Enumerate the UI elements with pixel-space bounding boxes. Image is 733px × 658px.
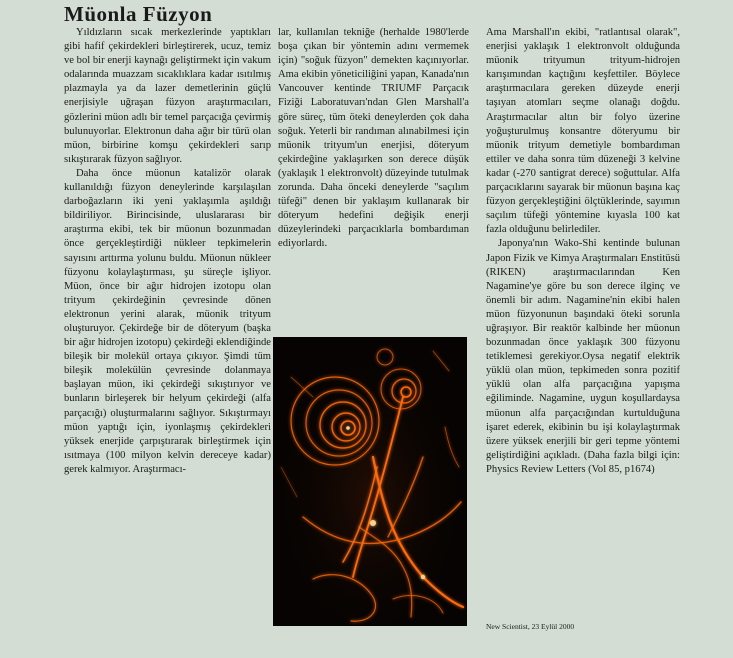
column-1 xyxy=(64,26,271,646)
bubble-chamber-photo xyxy=(273,337,467,626)
column-3 xyxy=(486,26,680,626)
paragraph: lar, kullanılan tekniğe (herhalde 1980'lerde boşa çıkan bir yöntemin adını vermemek için) "soğuk füzyon" demekten kaçınıyorlar. Ama ekibin yöneticiliğini yapan, Kanada'nın Vancouver kentinde TRIUMF Parçacık Fiziği Laboratuvarı'ndan Glen Marshall'a göre süreç, tüm öteki deneylerden çok daha soğuk. Yeterli bir randıman alınabilmesi için müonik trityum'un enerjisi, döteryum çekirdeğine yaklaşırken son derece düşük (yaklaşık 1 elektronvolt) düzeyinde tutulmak zorunda. Daha önceki deneylerde "saçılım tüfeği" denen bir yaklaşım kullanarak bir döteryum hedefini değişik enerji düzeylerindeki parçacıklarla bombardıman ediyorlardı. xyxy=(278,27,469,250)
article-title: Müonla Füzyon xyxy=(64,2,213,26)
paragraph: Japonya'nın Wako-Shi kentinde bulunan Japon Fizik ve Kimya Araştırmaları Enstitüsü (RIKEN) araştırmacılarından Ken Nagamine'ye göre bu son derece ilginç ve önemli bir adım. Nagamine'nin ekibi halen müon füzyonunun başındaki öteki sorunla uğraşıyor. Bir reaktör kalbinde her müonun bozunmadan önce yaklaşık 300 füzyonu tetiklemesi gerekiyor.Oysa negatif elektrik yüklü olan müon, tepkimeden sonra pozitif yüklü olan alfa parçacığına yapışma eğiliminde. Nagamine, uygun koşullardaysa müonun alfa parçacığından kurtulduğuna işaret ederek, ekibinin bu işi kolaylaştırmak üzere yüksek enerjili bir geri tepme yöntemi geliştirdiğini açıkladı. (Daha fazla bilgi için: Physics Review Letters (Vol 85, p1674) xyxy=(486,238,680,475)
paragraph: Daha önce müonun katalizör olarak kullanıldığı füzyon deneylerinde karşılaşılan darboğazların iki yeni yaklaşımla aşıldığı bildiriliyor. Birincisinde, uluslararası bir araştırma ekibi, tek bir müonun bozunmadan önce gerçekleştirdiği nükleer tepkimelerin sayısını arttırma yolunu buldu. Müonun nükleer füzyonu kolaylaştırması, şu süreçle işliyor. Müon, önce bir ağır hidrojen izotopu olan trityum çekirdeğinin çevresinde dönen elektronun yerini alarak, müonik trityum oluşturuyor. Çekirdeğe bir de döteryum (başka bir ağır hidrojen izotopu) çekirdeği eklendiğinde bileşik bir molekül ortaya çıkıyor. Şimdi tüm bileşik molekülün çevresinde dolanmaya başlayan müon, iki çekirdeği sıkıştırıyor ve bunların birleşerek bir helyum çekirdeği (alfa parçacığı) oluşturmalarını sağlıyor. Sıkıştırmayı müon yaptığı için, iyonlaşmış çekirdekleri yüksek enerjide çarpıştırarak birleştirmek için ısıtmaya (100 milyon kelvin dereceye kadar) gerek kalmıyor. Araştırmacı- xyxy=(64,167,271,475)
source-caption: New Scientist, 23 Eylül 2000 xyxy=(486,622,575,631)
paragraph: Ama Marshall'ın ekibi, "ratlantısal olarak", enerjisi yaklaşık 1 elektronvolt olduğunda müonik trityumun trityum-hidrojen karışımından kaçtığını keşfettiler. Böylece araştırmacılara gereken düzeyde enerji taşıyan atomları seçme olanağı doğdu. Araştırmacılar altın bir folyo üzerine yoğuşturulmuş konsantre döteryumu bir müonik trityum demetiyle bombardıman ettiler ve daha sonra tüm düzeneği 3 kelvine kadar (-270 santigrat derece) soğuttular. Alfa parçacıklarını sayarak bir müonun başına kaç füzyon gerçekleştiğini ölçtüklerinde, sayımın saçılım tüfeği yöntemine kıyasla 100 kat fazla olduğunu belirlediler. xyxy=(486,27,680,236)
column-2 xyxy=(278,26,469,326)
particle-tracks-image xyxy=(273,337,467,626)
paragraph: Yıldızların sıcak merkezlerinde yaptıkları gibi hafif çekirdekleri birleştirerek, ucuz, temiz ve bol bir enerji kaynağı geliştirmekt için vakum odalarında muazzam sıcaklıklara kadar ısıtılmış plazmayla ya da lazer demetlerinin güçlü enerjisiyle uğraşan füzyon araştırmacıları, gözlerini müon adlı bir temel parçacığa çevirmiş bulunuyorlar. Elektronun daha ağır bir türü olan müon, birbirine komşu çekirdekleri sarıp sıkıştırarak füzyon sağlıyor. xyxy=(64,27,271,165)
